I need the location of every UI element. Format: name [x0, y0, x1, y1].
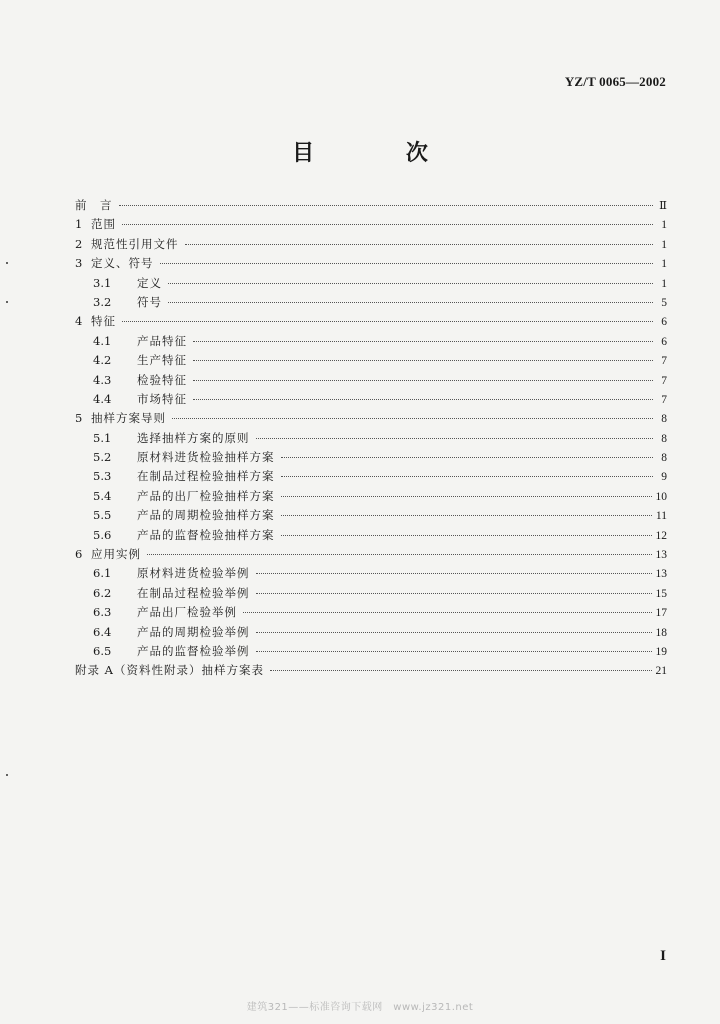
toc-entry[interactable] [75, 584, 667, 603]
toc-entry-label: 定义、符号 [91, 256, 154, 271]
dot-leader [281, 476, 654, 477]
watermark: 建筑321——标准咨询下载网 www.jz321.net [246, 1002, 474, 1013]
table-of-contents [75, 196, 667, 681]
dot-leader [193, 360, 653, 361]
page-title: 目 次 [292, 141, 470, 166]
toc-entry-page: 7 [661, 393, 667, 406]
toc-entry-number: 4 [75, 314, 83, 329]
dot-leader [193, 380, 653, 381]
toc-entry-label: 产品的出厂检验抽样方案 [137, 488, 275, 503]
dot-leader [243, 612, 652, 613]
dot-leader [147, 554, 652, 555]
toc-entry-number: 6.3 [93, 605, 112, 620]
toc-entry-page: 8 [661, 432, 667, 445]
toc-entry[interactable] [75, 293, 667, 312]
toc-entry[interactable] [75, 390, 667, 409]
toc-entry[interactable] [75, 274, 667, 293]
toc-entry[interactable] [75, 506, 667, 525]
dot-leader [160, 263, 654, 264]
toc-entry-number: 4.4 [93, 391, 112, 406]
toc-entry-page: 6 [661, 316, 667, 329]
dot-leader [281, 535, 652, 536]
dot-leader [256, 632, 652, 633]
toc-entry[interactable] [75, 196, 667, 215]
toc-entry-page: 10 [655, 490, 667, 503]
dot-leader [281, 496, 652, 497]
toc-entry[interactable] [75, 312, 667, 331]
toc-entry-label: 产品的周期检验举例 [137, 624, 250, 639]
toc-entry-label: 抽样方案导则 [91, 411, 166, 426]
dot-leader [122, 321, 653, 322]
document-code: YZ/T 0065—2002 [564, 74, 666, 89]
toc-entry-number: 1 [75, 217, 83, 232]
dot-leader [281, 457, 654, 458]
toc-entry-label: 在制品过程检验举例 [137, 585, 250, 600]
dot-leader [256, 438, 654, 439]
toc-entry-page: 13 [655, 549, 667, 562]
toc-entry-number: 5.1 [93, 430, 112, 445]
toc-entry-label: 原材料进货检验抽样方案 [137, 450, 275, 465]
toc-entry[interactable] [75, 526, 667, 545]
toc-entry-label: 产品特征 [137, 333, 187, 348]
dot-leader [193, 399, 653, 400]
toc-entry-page: 17 [655, 607, 667, 620]
toc-entry-page: 19 [655, 645, 667, 658]
toc-entry[interactable] [75, 429, 667, 448]
toc-entry-number: 6.2 [93, 585, 112, 600]
toc-entry-label: 定义 [137, 275, 162, 290]
toc-entry[interactable] [75, 254, 667, 273]
toc-entry-number: 6 [75, 547, 83, 562]
toc-entry-number: 4.1 [93, 333, 112, 348]
toc-entry-page: 8 [661, 413, 667, 426]
toc-entry-page: Ⅱ [659, 200, 667, 212]
toc-entry-number: 5 [75, 411, 83, 426]
toc-entry-label: 产品出厂检验举例 [137, 605, 237, 620]
toc-entry-number: 5.3 [93, 469, 112, 484]
toc-entry-label: 在制品过程检验抽样方案 [137, 469, 275, 484]
dot-leader [270, 670, 652, 671]
toc-entry-page: 12 [655, 529, 667, 542]
toc-entry-page: 15 [655, 587, 667, 600]
toc-entry-label: 市场特征 [137, 391, 187, 406]
toc-entry-label: 选择抽样方案的原则 [137, 430, 250, 445]
scan-speck [6, 262, 8, 264]
toc-entry-number: 3.1 [93, 275, 112, 290]
dot-leader [119, 205, 654, 206]
toc-entry-page: 21 [655, 665, 667, 678]
toc-entry-page: 6 [661, 335, 667, 348]
toc-entry-number: 6.1 [93, 566, 112, 581]
toc-entry-label: 应用实例 [91, 547, 141, 562]
toc-entry-number: 4.3 [93, 372, 112, 387]
toc-entry-number: 5.5 [93, 508, 112, 523]
toc-entry-page: 7 [661, 374, 667, 387]
toc-entry[interactable] [75, 661, 667, 680]
dot-leader [256, 593, 652, 594]
toc-entry-page: 1 [661, 277, 667, 290]
toc-entry-label: 前 言 [75, 198, 113, 212]
toc-entry-label: 符号 [137, 294, 162, 309]
toc-entry-label: 检验特征 [137, 372, 187, 387]
toc-entry-number: 6.4 [93, 624, 112, 639]
dot-leader [256, 651, 652, 652]
toc-entry-number: 3 [75, 256, 83, 271]
toc-entry[interactable] [75, 448, 667, 467]
toc-entry[interactable] [75, 545, 667, 564]
toc-entry-number: 3.2 [93, 294, 112, 309]
toc-entry-number: 2 [75, 236, 83, 251]
dot-leader [193, 341, 653, 342]
toc-entry-page: 5 [661, 296, 667, 309]
toc-entry-label: 生产特征 [137, 353, 187, 368]
toc-entry[interactable] [75, 215, 667, 234]
toc-entry[interactable] [75, 603, 667, 622]
toc-entry-page: 13 [655, 568, 667, 581]
toc-entry-page: 1 [661, 258, 667, 271]
toc-entry-label: 范围 [91, 217, 116, 232]
toc-entry-label: 产品的监督检验举例 [137, 643, 250, 658]
dot-leader [172, 418, 653, 419]
toc-entry-page: 8 [661, 452, 667, 465]
scan-speck [6, 774, 8, 776]
toc-entry[interactable] [75, 487, 667, 506]
toc-entry-number: 6.5 [93, 643, 112, 658]
toc-entry-label: 原材料进货检验举例 [137, 566, 250, 581]
toc-entry[interactable] [75, 623, 667, 642]
toc-entry-page: 11 [655, 510, 667, 523]
toc-entry-page: 18 [655, 626, 667, 639]
dot-leader [168, 283, 653, 284]
dot-leader [185, 244, 654, 245]
toc-entry[interactable] [75, 642, 667, 661]
dot-leader [256, 573, 652, 574]
toc-entry-page: 9 [661, 471, 667, 484]
toc-entry[interactable] [75, 332, 667, 351]
dot-leader [122, 224, 653, 225]
toc-entry[interactable] [75, 467, 667, 486]
toc-entry[interactable] [75, 409, 667, 428]
toc-entry-label: 特征 [91, 314, 116, 329]
dot-leader [168, 302, 653, 303]
toc-entry-label: 规范性引用文件 [91, 236, 179, 251]
toc-entry-label: 附录 A（资料性附录）抽样方案表 [75, 663, 264, 678]
toc-entry-number: 4.2 [93, 353, 112, 368]
toc-entry-number: 5.6 [93, 527, 112, 542]
toc-entry[interactable] [75, 371, 667, 390]
page-number: I [660, 948, 666, 964]
toc-entry-label: 产品的周期检验抽样方案 [137, 508, 275, 523]
scan-speck [6, 301, 8, 303]
toc-entry-page: 1 [661, 238, 667, 251]
toc-entry[interactable] [75, 351, 667, 370]
toc-entry-label: 产品的监督检验抽样方案 [137, 527, 275, 542]
toc-entry-number: 5.2 [93, 450, 112, 465]
toc-entry-number: 5.4 [93, 488, 112, 503]
toc-entry-page: 7 [661, 355, 667, 368]
toc-entry[interactable] [75, 564, 667, 583]
toc-entry[interactable] [75, 235, 667, 254]
toc-entry-page: 1 [661, 219, 667, 232]
dot-leader [281, 515, 652, 516]
